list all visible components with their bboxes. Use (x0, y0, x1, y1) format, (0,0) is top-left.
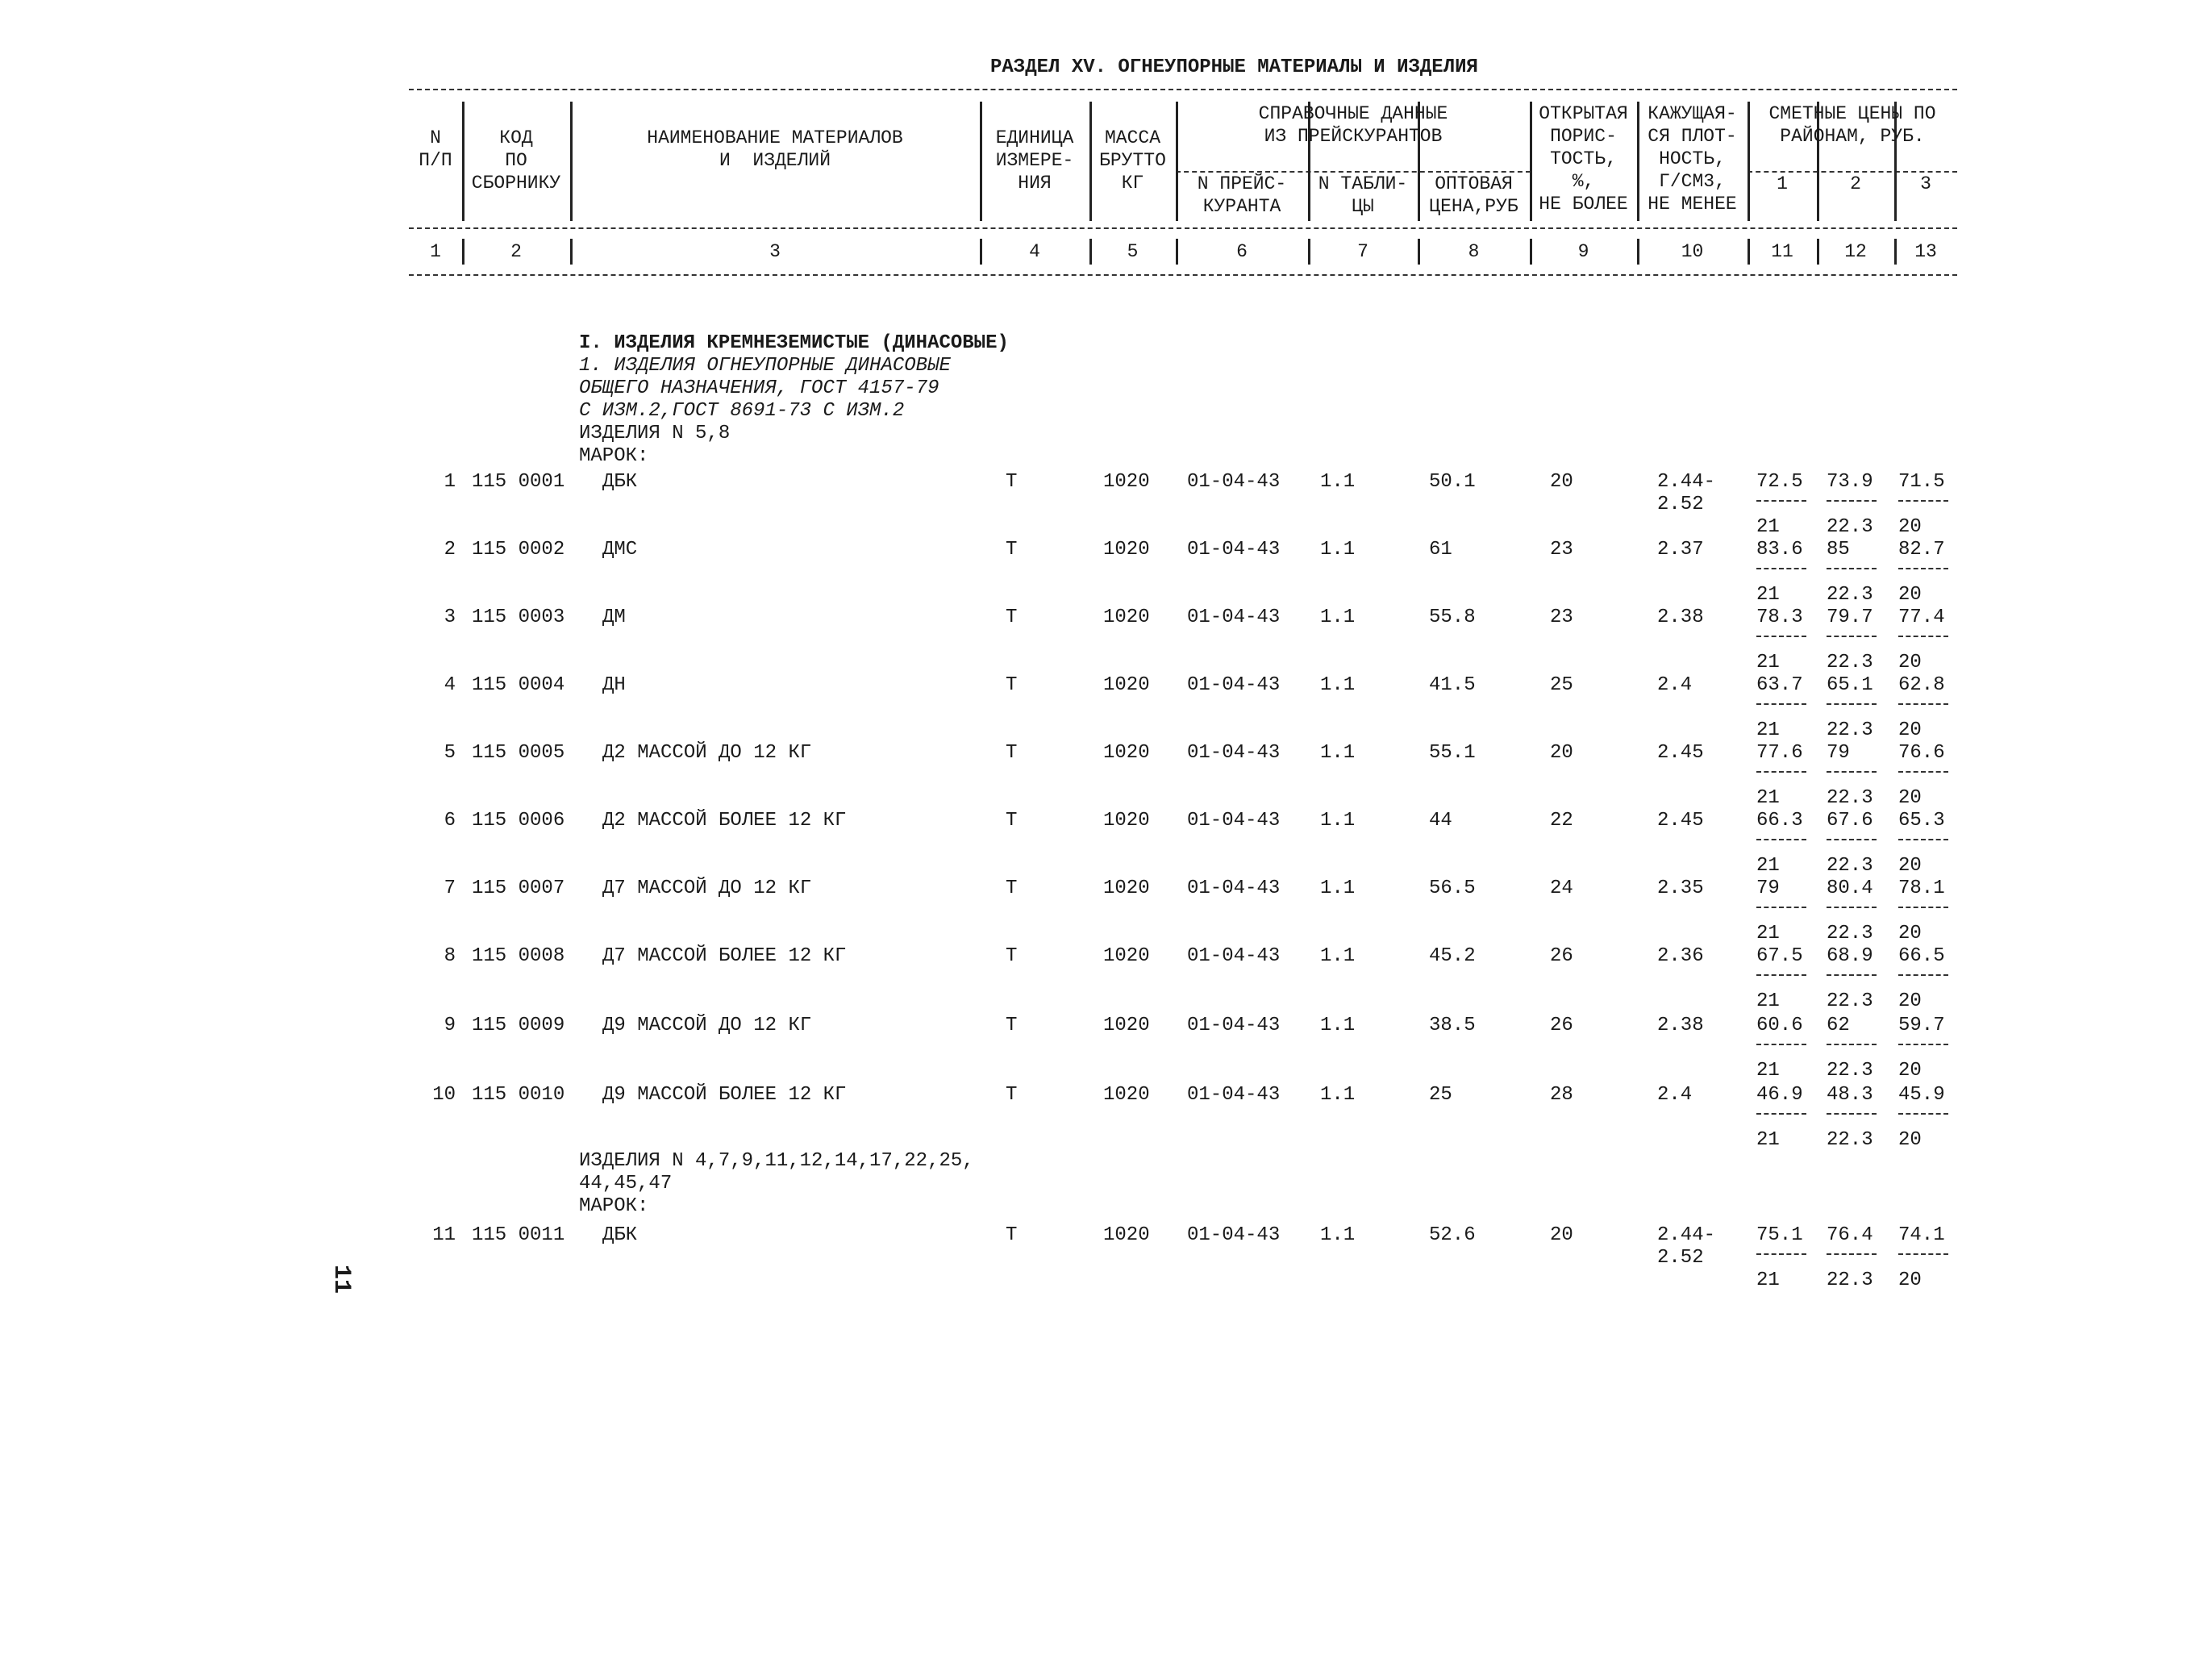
row-denominator-region-2: 22.3 (1827, 1129, 1873, 1151)
fraction-bar (1827, 839, 1877, 840)
row-unit: Т (1006, 1015, 1018, 1036)
row-name: ДБК (602, 471, 638, 493)
row-price-region-1: 77.6 (1756, 742, 1803, 764)
fraction-bar (1898, 1253, 1948, 1255)
row-unit: Т (1006, 674, 1018, 696)
fraction-bar (1898, 839, 1948, 840)
row-wholesale-price: 45.2 (1429, 945, 1476, 967)
group-label-1: ИЗДЕЛИЯ N 5,8 (579, 423, 731, 444)
header-c5: МАССА БРУТТО КГ (1099, 127, 1166, 194)
column-number: 4 (1029, 241, 1040, 262)
row-number: 5 (444, 742, 456, 764)
row-code: 115 0009 (472, 1015, 565, 1036)
row-unit: Т (1006, 878, 1018, 899)
row-price-region-1: 67.5 (1756, 945, 1803, 967)
row-density: 2.44- (1657, 1224, 1716, 1246)
row-mass: 1020 (1103, 810, 1150, 832)
row-mass: 1020 (1103, 607, 1150, 628)
row-denominator-region-3: 20 (1898, 990, 1922, 1012)
row-denominator-region-1: 21 (1756, 719, 1780, 741)
row-denominator-region-3: 20 (1898, 584, 1922, 606)
row-number: 8 (444, 945, 456, 967)
row-price-region-1: 79 (1756, 878, 1780, 899)
fraction-bar (1827, 907, 1877, 908)
row-name: Д9 МАССОЙ ДО 12 КГ (602, 1015, 812, 1036)
row-code: 115 0005 (472, 742, 565, 764)
column-number: 12 (1844, 241, 1867, 262)
row-porosity: 24 (1550, 878, 1573, 899)
fraction-bar (1898, 568, 1948, 569)
row-number: 3 (444, 607, 456, 628)
row-denominator-region-1: 21 (1756, 787, 1780, 809)
row-denominator-region-3: 20 (1898, 1060, 1922, 1082)
row-wholesale-price: 52.6 (1429, 1224, 1476, 1246)
header-c6: N ПРЕЙС- КУРАНТА (1197, 173, 1287, 217)
row-table: 1.1 (1320, 1015, 1356, 1036)
row-name: ДМС (602, 539, 638, 561)
row-price-region-1: 60.6 (1756, 1015, 1803, 1036)
row-porosity: 20 (1550, 1224, 1573, 1246)
row-price-region-2: 67.6 (1827, 810, 1873, 832)
row-price-region-2: 76.4 (1827, 1224, 1873, 1246)
row-porosity: 28 (1550, 1084, 1573, 1106)
row-code: 115 0007 (472, 878, 565, 899)
fraction-bar (1827, 500, 1877, 502)
row-price-region-2: 79.7 (1827, 607, 1873, 628)
fraction-bar (1898, 907, 1948, 908)
fraction-bar (1827, 771, 1877, 773)
row-price-region-3: 76.6 (1898, 742, 1945, 764)
fraction-bar (1827, 974, 1877, 976)
section-subtitle-1: 1. ИЗДЕЛИЯ ОГНЕУПОРНЫЕ ДИНАСОВЫЕ (579, 355, 951, 377)
fraction-bar (1827, 1253, 1877, 1255)
row-porosity: 22 (1550, 810, 1573, 832)
header-c1: N П/П (419, 127, 452, 171)
header-c11: 1 (1777, 173, 1788, 194)
header-c13: 3 (1920, 173, 1931, 194)
row-price-region-2: 65.1 (1827, 674, 1873, 696)
row-density: 2.44- (1657, 471, 1716, 493)
row-pricelist: 01-04-43 (1187, 1224, 1281, 1246)
row-denominator-region-2: 22.3 (1827, 584, 1873, 606)
header-c4: ЕДИНИЦА ИЗМЕРЕ- НИЯ (995, 127, 1074, 194)
row-table: 1.1 (1320, 607, 1356, 628)
row-wholesale-price: 41.5 (1429, 674, 1476, 696)
fraction-bar (1898, 636, 1948, 637)
row-porosity: 20 (1550, 471, 1573, 493)
row-porosity: 26 (1550, 1015, 1573, 1036)
fraction-bar (1756, 568, 1806, 569)
row-density: 2.37 (1657, 539, 1704, 561)
row-code: 115 0004 (472, 674, 565, 696)
row-denominator-region-2: 22.3 (1827, 719, 1873, 741)
page-title: РАЗДЕЛ XV. ОГНЕУПОРНЫЕ МАТЕРИАЛЫ И ИЗДЕЛИЯ (990, 56, 1478, 78)
row-table: 1.1 (1320, 539, 1356, 561)
row-name: Д2 МАССОЙ БОЛЕЕ 12 КГ (602, 810, 847, 832)
row-price-region-3: 65.3 (1898, 810, 1945, 832)
row-table: 1.1 (1320, 471, 1356, 493)
row-pricelist: 01-04-43 (1187, 607, 1281, 628)
row-wholesale-price: 50.1 (1429, 471, 1476, 493)
row-wholesale-price: 55.8 (1429, 607, 1476, 628)
row-wholesale-price: 38.5 (1429, 1015, 1476, 1036)
row-price-region-2: 48.3 (1827, 1084, 1873, 1106)
row-table: 1.1 (1320, 1224, 1356, 1246)
row-price-region-1: 83.6 (1756, 539, 1803, 561)
row-unit: Т (1006, 1084, 1018, 1106)
row-porosity: 23 (1550, 607, 1573, 628)
fraction-bar (1756, 771, 1806, 773)
row-pricelist: 01-04-43 (1187, 674, 1281, 696)
row-density: 2.36 (1657, 945, 1704, 967)
row-density: 2.4 (1657, 674, 1693, 696)
row-denominator-region-1: 21 (1756, 990, 1780, 1012)
row-code: 115 0002 (472, 539, 565, 561)
column-number: 6 (1236, 241, 1248, 262)
header-c9: ОТКРЫТАЯ ПОРИС- ТОСТЬ, %, НЕ БОЛЕЕ (1539, 103, 1628, 215)
fraction-bar (1898, 974, 1948, 976)
row-name: ДМ (602, 607, 626, 628)
row-price-region-1: 72.5 (1756, 471, 1803, 493)
column-number: 9 (1577, 241, 1589, 262)
row-density: 2.35 (1657, 878, 1704, 899)
row-density-line2: 2.52 (1657, 1247, 1704, 1269)
fraction-bar (1756, 974, 1806, 976)
row-density: 2.4 (1657, 1084, 1693, 1106)
row-unit: Т (1006, 607, 1018, 628)
section-subtitle-3: С ИЗМ.2,ГОСТ 8691-73 С ИЗМ.2 (579, 400, 905, 422)
row-denominator-region-2: 22.3 (1827, 1269, 1873, 1291)
header-ref_group: СПРАВОЧНЫЕ ДАННЫЕ ИЗ ПРЕЙСКУРАНТОВ (1258, 103, 1448, 147)
row-denominator-region-1: 21 (1756, 923, 1780, 944)
row-density: 2.38 (1657, 1015, 1704, 1036)
row-table: 1.1 (1320, 945, 1356, 967)
row-mass: 1020 (1103, 878, 1150, 899)
row-denominator-region-2: 22.3 (1827, 652, 1873, 673)
row-table: 1.1 (1320, 674, 1356, 696)
fraction-bar (1756, 703, 1806, 705)
row-unit: Т (1006, 1224, 1018, 1246)
row-denominator-region-3: 20 (1898, 787, 1922, 809)
row-name: ДБК (602, 1224, 638, 1246)
row-unit: Т (1006, 539, 1018, 561)
row-density: 2.45 (1657, 742, 1704, 764)
row-wholesale-price: 55.1 (1429, 742, 1476, 764)
row-mass: 1020 (1103, 742, 1150, 764)
row-unit: Т (1006, 471, 1018, 493)
row-denominator-region-2: 22.3 (1827, 787, 1873, 809)
row-density-line2: 2.52 (1657, 494, 1704, 515)
row-porosity: 20 (1550, 742, 1573, 764)
row-denominator-region-3: 20 (1898, 923, 1922, 944)
row-code: 115 0011 (472, 1224, 565, 1246)
row-number: 9 (444, 1015, 456, 1036)
row-wholesale-price: 25 (1429, 1084, 1452, 1106)
row-price-region-1: 63.7 (1756, 674, 1803, 696)
row-name: ДН (602, 674, 626, 696)
row-price-region-2: 85 (1827, 539, 1850, 561)
row-price-region-3: 77.4 (1898, 607, 1945, 628)
row-denominator-region-2: 22.3 (1827, 855, 1873, 877)
row-number: 10 (432, 1084, 456, 1106)
header-c2: КОД ПО СБОРНИКУ (471, 127, 561, 194)
row-price-region-2: 80.4 (1827, 878, 1873, 899)
row-pricelist: 01-04-43 (1187, 945, 1281, 967)
group-label-1-marks: МАРОК: (579, 445, 649, 467)
row-wholesale-price: 61 (1429, 539, 1452, 561)
column-number: 13 (1914, 241, 1937, 262)
fraction-bar (1827, 568, 1877, 569)
row-mass: 1020 (1103, 1224, 1150, 1246)
row-denominator-region-3: 20 (1898, 516, 1922, 538)
header-c10: КАЖУЩАЯ- СЯ ПЛОТ- НОСТЬ, Г/СМ3, НЕ МЕНЕЕ (1648, 103, 1737, 215)
fraction-bar (1756, 1113, 1806, 1115)
row-name: Д7 МАССОЙ ДО 12 КГ (602, 878, 812, 899)
row-porosity: 23 (1550, 539, 1573, 561)
row-denominator-region-3: 20 (1898, 855, 1922, 877)
row-denominator-region-2: 22.3 (1827, 923, 1873, 944)
row-number: 2 (444, 539, 456, 561)
row-name: Д7 МАССОЙ БОЛЕЕ 12 КГ (602, 945, 847, 967)
row-price-region-3: 66.5 (1898, 945, 1945, 967)
section-subtitle-2: ОБЩЕГО НАЗНАЧЕНИЯ, ГОСТ 4157-79 (579, 377, 939, 399)
row-pricelist: 01-04-43 (1187, 1084, 1281, 1106)
row-price-region-2: 68.9 (1827, 945, 1873, 967)
section-title: I. ИЗДЕЛИЯ КРЕМНЕЗЕМИСТЫЕ (ДИНАСОВЫЕ) (579, 332, 1009, 354)
row-table: 1.1 (1320, 810, 1356, 832)
fraction-bar (1756, 839, 1806, 840)
row-denominator-region-1: 21 (1756, 516, 1780, 538)
row-denominator-region-1: 21 (1756, 1269, 1780, 1291)
row-pricelist: 01-04-43 (1187, 539, 1281, 561)
row-denominator-region-2: 22.3 (1827, 990, 1873, 1012)
group-label-2-marks: МАРОК: (579, 1195, 649, 1217)
column-number: 5 (1127, 241, 1139, 262)
row-price-region-3: 59.7 (1898, 1015, 1945, 1036)
row-name: Д9 МАССОЙ БОЛЕЕ 12 КГ (602, 1084, 847, 1106)
fraction-bar (1756, 500, 1806, 502)
row-unit: Т (1006, 945, 1018, 967)
row-wholesale-price: 56.5 (1429, 878, 1476, 899)
row-denominator-region-1: 21 (1756, 584, 1780, 606)
row-price-region-3: 62.8 (1898, 674, 1945, 696)
row-mass: 1020 (1103, 674, 1150, 696)
row-code: 115 0008 (472, 945, 565, 967)
row-denominator-region-1: 21 (1756, 652, 1780, 673)
row-denominator-region-3: 20 (1898, 1269, 1922, 1291)
column-number: 2 (510, 241, 522, 262)
row-mass: 1020 (1103, 1015, 1150, 1036)
fraction-bar (1827, 636, 1877, 637)
fraction-bar (1898, 1044, 1948, 1045)
row-denominator-region-3: 20 (1898, 1129, 1922, 1151)
row-unit: Т (1006, 742, 1018, 764)
row-number: 7 (444, 878, 456, 899)
row-price-region-2: 62 (1827, 1015, 1850, 1036)
row-pricelist: 01-04-43 (1187, 810, 1281, 832)
row-pricelist: 01-04-43 (1187, 742, 1281, 764)
row-mass: 1020 (1103, 539, 1150, 561)
row-price-region-3: 74.1 (1898, 1224, 1945, 1246)
row-density: 2.38 (1657, 607, 1704, 628)
group-label-2-cont: 44,45,47 (579, 1173, 673, 1194)
row-price-region-3: 78.1 (1898, 878, 1945, 899)
row-table: 1.1 (1320, 742, 1356, 764)
header-c8: ОПТОВАЯ ЦЕНА,РУБ (1429, 173, 1518, 217)
row-code: 115 0001 (472, 471, 565, 493)
row-code: 115 0010 (472, 1084, 565, 1106)
fraction-bar (1898, 703, 1948, 705)
row-table: 1.1 (1320, 878, 1356, 899)
row-wholesale-price: 44 (1429, 810, 1452, 832)
row-denominator-region-2: 22.3 (1827, 516, 1873, 538)
fraction-bar (1827, 1044, 1877, 1045)
column-number: 1 (430, 241, 441, 262)
header-c12: 2 (1850, 173, 1861, 194)
column-number: 11 (1771, 241, 1793, 262)
header-mid-rule (409, 227, 1957, 229)
header-c7: N ТАБЛИ- ЦЫ (1318, 173, 1408, 217)
fraction-bar (1756, 1044, 1806, 1045)
row-number: 4 (444, 674, 456, 696)
row-denominator-region-3: 20 (1898, 719, 1922, 741)
row-number: 1 (444, 471, 456, 493)
row-mass: 1020 (1103, 945, 1150, 967)
column-number: 7 (1357, 241, 1368, 262)
row-pricelist: 01-04-43 (1187, 1015, 1281, 1036)
fraction-bar (1898, 500, 1948, 502)
header-c3: НАИМЕНОВАНИЕ МАТЕРИАЛОВ И ИЗДЕЛИЙ (647, 127, 903, 171)
row-mass: 1020 (1103, 1084, 1150, 1106)
row-name: Д2 МАССОЙ ДО 12 КГ (602, 742, 812, 764)
header-bottom-rule (409, 274, 1957, 276)
row-price-region-1: 78.3 (1756, 607, 1803, 628)
fraction-bar (1756, 1253, 1806, 1255)
page-number: 11 (327, 1265, 355, 1294)
row-table: 1.1 (1320, 1084, 1356, 1106)
row-denominator-region-2: 22.3 (1827, 1060, 1873, 1082)
row-price-region-1: 75.1 (1756, 1224, 1803, 1246)
group-label-2: ИЗДЕЛИЯ N 4,7,9,11,12,14,17,22,25, (579, 1150, 974, 1172)
row-pricelist: 01-04-43 (1187, 878, 1281, 899)
row-denominator-region-1: 21 (1756, 1060, 1780, 1082)
row-price-region-2: 79 (1827, 742, 1850, 764)
row-price-region-1: 46.9 (1756, 1084, 1803, 1106)
fraction-bar (1898, 771, 1948, 773)
fraction-bar (1827, 1113, 1877, 1115)
column-number: 10 (1681, 241, 1704, 262)
column-number: 8 (1468, 241, 1480, 262)
row-porosity: 26 (1550, 945, 1573, 967)
row-price-region-3: 45.9 (1898, 1084, 1945, 1106)
row-denominator-region-1: 21 (1756, 1129, 1780, 1151)
row-price-region-3: 71.5 (1898, 471, 1945, 493)
fraction-bar (1898, 1113, 1948, 1115)
fraction-bar (1827, 703, 1877, 705)
header-top-rule (409, 89, 1957, 90)
row-code: 115 0003 (472, 607, 565, 628)
row-number: 6 (444, 810, 456, 832)
row-price-region-3: 82.7 (1898, 539, 1945, 561)
row-porosity: 25 (1550, 674, 1573, 696)
row-denominator-region-1: 21 (1756, 855, 1780, 877)
row-price-region-1: 66.3 (1756, 810, 1803, 832)
row-mass: 1020 (1103, 471, 1150, 493)
row-unit: Т (1006, 810, 1018, 832)
row-code: 115 0006 (472, 810, 565, 832)
row-number: 11 (432, 1224, 456, 1246)
row-density: 2.45 (1657, 810, 1704, 832)
column-number: 3 (769, 241, 781, 262)
row-pricelist: 01-04-43 (1187, 471, 1281, 493)
row-price-region-2: 73.9 (1827, 471, 1873, 493)
fraction-bar (1756, 907, 1806, 908)
fraction-bar (1756, 636, 1806, 637)
row-denominator-region-3: 20 (1898, 652, 1922, 673)
header-price_group: СМЕТНЫЕ ЦЕНЫ ПО РАЙОНАМ, РУБ. (1768, 103, 1936, 147)
